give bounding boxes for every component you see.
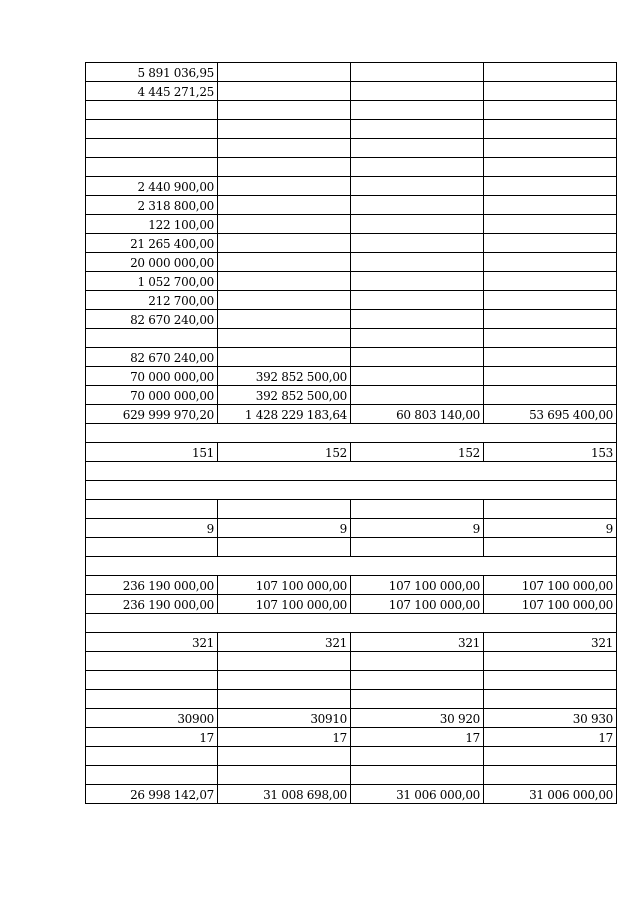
table-row: [86, 766, 617, 785]
table-cell: [484, 367, 617, 386]
table-cell: 321: [218, 633, 351, 652]
table-cell: [351, 82, 484, 101]
table-cell: [218, 196, 351, 215]
table-cell: [351, 177, 484, 196]
table-cell: 236 190 000,00: [86, 576, 218, 595]
table-cell: [484, 196, 617, 215]
table-cell: [351, 747, 484, 766]
table-row: [86, 785, 617, 804]
table-cell: [484, 690, 617, 709]
table-cell: [484, 766, 617, 785]
table-cell: [218, 671, 351, 690]
table-cell: [351, 101, 484, 120]
table-row: [86, 329, 617, 348]
table-cell: [351, 120, 484, 139]
table-cell: [484, 272, 617, 291]
table-cell: 30 920: [351, 709, 484, 728]
table-cell: [218, 272, 351, 291]
table-cell: [351, 215, 484, 234]
table-cell: [86, 101, 218, 120]
table-cell: 321: [86, 633, 218, 652]
table-cell: 1 052 700,00: [86, 272, 218, 291]
table-cell: [218, 348, 351, 367]
table-cell: 17: [351, 728, 484, 747]
table-row: [86, 386, 617, 405]
table-cell: [484, 747, 617, 766]
table-cell: 212 700,00: [86, 291, 218, 310]
table-row: [86, 139, 617, 158]
table-cell: [351, 538, 484, 557]
table-cell: 30910: [218, 709, 351, 728]
table-row: [86, 215, 617, 234]
table-cell: 107 100 000,00: [218, 576, 351, 595]
table-cell: [218, 101, 351, 120]
table-cell: [86, 500, 218, 519]
table-row: [86, 462, 617, 481]
table-cell: [86, 766, 218, 785]
table-cell: [484, 82, 617, 101]
table-cell: [484, 348, 617, 367]
table-cell: [484, 101, 617, 120]
table-cell: [351, 234, 484, 253]
table-cell: 31 006 000,00: [484, 785, 617, 804]
table-row: [86, 595, 617, 614]
table-cell: [218, 234, 351, 253]
table-cell: [351, 272, 484, 291]
table-cell: [484, 234, 617, 253]
table-row: [86, 709, 617, 728]
table-cell: 392 852 500,00: [218, 367, 351, 386]
table-cell: [218, 310, 351, 329]
table-cell: [218, 139, 351, 158]
table-row: [86, 728, 617, 747]
table-row: [86, 310, 617, 329]
table-cell: [86, 652, 218, 671]
table-cell: 60 803 140,00: [351, 405, 484, 424]
table-cell: [218, 747, 351, 766]
table-cell: [351, 196, 484, 215]
table-cell: 2 440 900,00: [86, 177, 218, 196]
table-cell: 30 930: [484, 709, 617, 728]
table-cell: [86, 557, 617, 576]
table-cell: [351, 253, 484, 272]
table-cell: 82 670 240,00: [86, 310, 218, 329]
table-cell: 9: [86, 519, 218, 538]
table-cell: [484, 386, 617, 405]
table-cell: [218, 158, 351, 177]
table-cell: [218, 177, 351, 196]
table-cell: [218, 652, 351, 671]
table-cell: [484, 671, 617, 690]
table-cell: [218, 500, 351, 519]
table-row: [86, 120, 617, 139]
table-cell: 122 100,00: [86, 215, 218, 234]
table-cell: [351, 652, 484, 671]
table-cell: [484, 63, 617, 82]
table-row: [86, 443, 617, 462]
table-cell: 31 008 698,00: [218, 785, 351, 804]
table-cell: [484, 158, 617, 177]
table-cell: [351, 766, 484, 785]
table-cell: 17: [218, 728, 351, 747]
table-cell: [86, 481, 617, 500]
table-row: [86, 633, 617, 652]
table-cell: [351, 671, 484, 690]
table-cell: [351, 310, 484, 329]
table-cell: 107 100 000,00: [484, 595, 617, 614]
table-cell: [351, 367, 484, 386]
table-cell: 5 891 036,95: [86, 63, 218, 82]
table-cell: 151: [86, 443, 218, 462]
table-cell: [86, 329, 218, 348]
table-row: [86, 158, 617, 177]
table-row: [86, 747, 617, 766]
table-cell: [218, 538, 351, 557]
table-cell: 31 006 000,00: [351, 785, 484, 804]
table-row: [86, 690, 617, 709]
table-cell: 152: [218, 443, 351, 462]
table-cell: 107 100 000,00: [351, 576, 484, 595]
table-cell: 82 670 240,00: [86, 348, 218, 367]
table-cell: [218, 82, 351, 101]
table-cell: 107 100 000,00: [351, 595, 484, 614]
table-cell: [86, 120, 218, 139]
table-cell: [86, 158, 218, 177]
table-row: [86, 671, 617, 690]
table-cell: 1 428 229 183,64: [218, 405, 351, 424]
table-cell: [351, 500, 484, 519]
table-cell: 70 000 000,00: [86, 386, 218, 405]
table-cell: [351, 386, 484, 405]
table-row: [86, 82, 617, 101]
table-cell: 70 000 000,00: [86, 367, 218, 386]
table-row: [86, 101, 617, 120]
table-cell: 107 100 000,00: [484, 576, 617, 595]
table-cell: [351, 690, 484, 709]
table-cell: [351, 139, 484, 158]
numeric-table: [85, 62, 617, 804]
table-cell: [218, 120, 351, 139]
table-row: [86, 367, 617, 386]
table-row: [86, 291, 617, 310]
table-cell: [86, 139, 218, 158]
table-row: [86, 576, 617, 595]
table-cell: 152: [351, 443, 484, 462]
table-cell: [484, 291, 617, 310]
table-cell: [351, 291, 484, 310]
table-row: [86, 272, 617, 291]
table-cell: [351, 348, 484, 367]
table-cell: 53 695 400,00: [484, 405, 617, 424]
table-cell: [218, 690, 351, 709]
table-cell: [484, 329, 617, 348]
table-cell: [484, 139, 617, 158]
table-body: [86, 63, 617, 804]
table-cell: 629 999 970,20: [86, 405, 218, 424]
table-cell: 2 318 800,00: [86, 196, 218, 215]
table-cell: 321: [351, 633, 484, 652]
table-row: [86, 652, 617, 671]
spreadsheet-page: [85, 62, 616, 804]
table-cell: 321: [484, 633, 617, 652]
table-row: [86, 614, 617, 633]
table-row: [86, 519, 617, 538]
table-cell: 20 000 000,00: [86, 253, 218, 272]
table-cell: [86, 538, 218, 557]
table-cell: [86, 614, 617, 633]
table-cell: 4 445 271,25: [86, 82, 218, 101]
table-row: [86, 348, 617, 367]
table-cell: 153: [484, 443, 617, 462]
table-cell: [218, 291, 351, 310]
table-row: [86, 500, 617, 519]
table-cell: [218, 63, 351, 82]
table-cell: [218, 215, 351, 234]
table-cell: [86, 747, 218, 766]
table-cell: [484, 500, 617, 519]
table-cell: 26 998 142,07: [86, 785, 218, 804]
table-cell: 30900: [86, 709, 218, 728]
table-cell: 9: [351, 519, 484, 538]
table-cell: [351, 329, 484, 348]
table-cell: [351, 158, 484, 177]
table-row: [86, 253, 617, 272]
table-cell: [484, 177, 617, 196]
table-row: [86, 538, 617, 557]
table-cell: [484, 120, 617, 139]
table-cell: 107 100 000,00: [218, 595, 351, 614]
table-cell: [86, 671, 218, 690]
table-cell: [351, 63, 484, 82]
table-cell: [484, 538, 617, 557]
table-row: [86, 234, 617, 253]
table-cell: [484, 253, 617, 272]
table-row: [86, 557, 617, 576]
table-cell: [484, 310, 617, 329]
table-cell: [218, 253, 351, 272]
table-cell: [484, 215, 617, 234]
table-cell: 236 190 000,00: [86, 595, 218, 614]
table-cell: 21 265 400,00: [86, 234, 218, 253]
table-cell: [86, 424, 617, 443]
table-cell: [218, 766, 351, 785]
table-row: [86, 196, 617, 215]
table-cell: 392 852 500,00: [218, 386, 351, 405]
table-cell: [86, 690, 218, 709]
table-cell: 17: [86, 728, 218, 747]
table-cell: 9: [218, 519, 351, 538]
table-row: [86, 405, 617, 424]
table-cell: [218, 329, 351, 348]
table-cell: [484, 652, 617, 671]
table-row: [86, 177, 617, 196]
table-row: [86, 63, 617, 82]
table-cell: 9: [484, 519, 617, 538]
table-cell: 17: [484, 728, 617, 747]
table-row: [86, 424, 617, 443]
table-cell: [86, 462, 617, 481]
table-row: [86, 481, 617, 500]
